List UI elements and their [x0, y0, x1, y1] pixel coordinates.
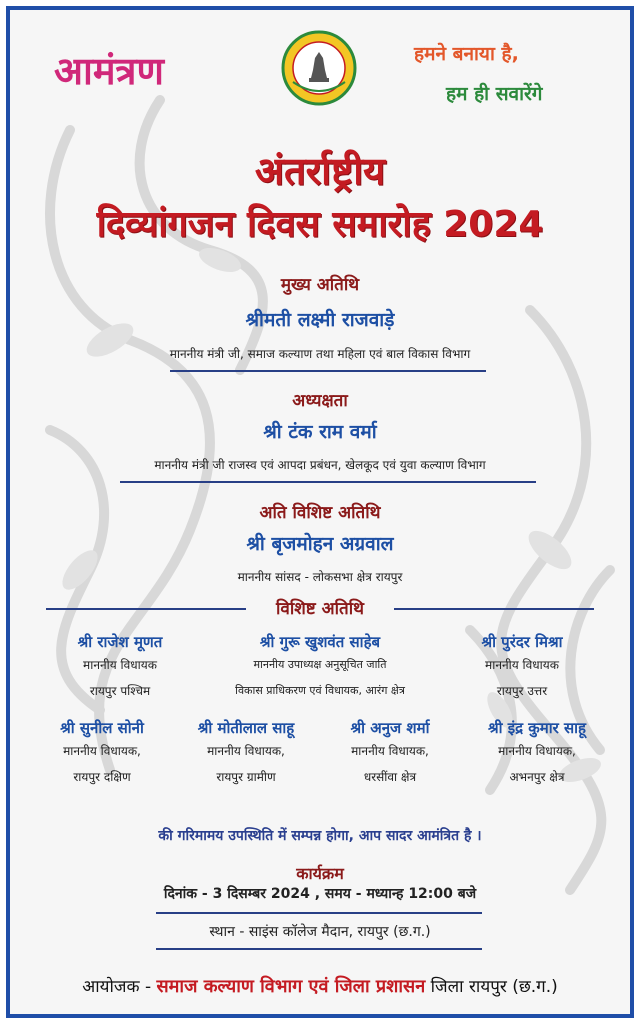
- guest-constituency: रायपुर पश्चिम: [89, 684, 151, 698]
- divider: [394, 608, 594, 610]
- guest-constituency: अभनपुर क्षेत्र: [509, 770, 565, 784]
- presiding-designation: माननीय मंत्री जी राजस्व एवं आपदा प्रबंधन, खेलकूद एवं युवा कल्याण विभाग: [154, 458, 486, 472]
- guest-name: श्री सुनील सोनी: [60, 719, 144, 737]
- presence-invitation-text: की गरिमामय उपस्थिति में सम्पन्न होगा, आप सादर आमंत्रित है ।: [158, 828, 482, 844]
- special-guest-card: [176, 718, 316, 790]
- special-guest-card: [320, 718, 460, 790]
- organizer-line: [10, 974, 630, 998]
- guest-constituency: विकास प्राधिकरण एवं विधायक, आरंग क्षेत्र: [235, 684, 405, 697]
- guest-designation: माननीय विधायक,: [207, 744, 285, 758]
- slogan-line-1: हमने बनाया है,: [414, 43, 519, 65]
- divider: [120, 481, 536, 483]
- vvip-guest-heading: अति विशिष्ट अतिथि: [259, 503, 381, 523]
- program-date-time: दिनांक - 3 दिसम्बर 2024 , समय - मध्यान्ह 12:00 बजे: [163, 886, 477, 902]
- guest-name: श्री पुरंदर मिश्रा: [481, 633, 563, 651]
- special-guest-card: [205, 632, 435, 704]
- event-title-line-2: दिव्यांगजन दिवस समारोह 2024: [96, 204, 544, 245]
- special-guest-card: [32, 718, 172, 790]
- presiding-heading: अध्यक्षता: [292, 391, 348, 411]
- guest-name: श्री राजेश मूणत: [77, 633, 163, 651]
- invitation-card: [6, 6, 634, 1018]
- vvip-guest-designation: माननीय सांसद - लोकसभा क्षेत्र रायपुर: [237, 570, 403, 584]
- guest-designation: माननीय विधायक,: [498, 744, 576, 758]
- organizer-prefix: आयोजक -: [82, 977, 152, 997]
- chief-guest-heading: मुख्य अतिथि: [280, 275, 360, 295]
- invite-label: आमंत्रण: [54, 49, 165, 93]
- government-emblem-logo: [281, 30, 357, 106]
- divider: [156, 948, 482, 950]
- guest-name: श्री अनुज शर्मा: [350, 719, 430, 737]
- guest-name: श्री इंद्र कुमार साहू: [487, 719, 586, 737]
- guest-name: श्री मोतीलाल साहू: [197, 719, 295, 737]
- chief-guest-name: श्रीमती लक्ष्मी राजवाड़े: [245, 309, 395, 331]
- guest-constituency: रायपुर ग्रामीण: [216, 770, 276, 784]
- special-guest-card: [432, 632, 612, 704]
- guest-designation: माननीय विधायक: [83, 658, 157, 672]
- divider: [170, 370, 486, 372]
- guest-constituency: रायपुर दक्षिण: [73, 770, 131, 784]
- vvip-guest-name: श्री बृजमोहन अग्रवाल: [246, 533, 394, 555]
- guest-designation: माननीय विधायक: [485, 658, 559, 672]
- guest-name: श्री गुरू खुशवंत साहेब: [259, 633, 381, 651]
- guest-designation: माननीय विधायक,: [63, 744, 141, 758]
- special-guest-card: [462, 718, 612, 790]
- special-guests-heading: विशिष्ट अतिथि: [275, 599, 364, 619]
- guest-constituency: रायपुर उत्तर: [496, 684, 548, 698]
- chief-guest-designation: माननीय मंत्री जी, समाज कल्याण तथा महिला एवं बाल विकास विभाग: [169, 347, 471, 361]
- program-venue: स्थान - साइंस कॉलेज मैदान, रायपुर (छ.ग.): [209, 924, 431, 940]
- presiding-name: श्री टंक राम वर्मा: [263, 421, 377, 443]
- guest-designation: माननीय विधायक,: [351, 744, 429, 758]
- organizer-suffix: जिला रायपुर (छ.ग.): [430, 977, 558, 997]
- event-title-line-1: अंतर्राष्ट्रीय: [254, 149, 386, 193]
- guest-designation: माननीय उपाध्यक्ष अनुसूचित जाति: [253, 658, 387, 671]
- organizer-name: समाज कल्याण विभाग एवं जिला प्रशासन: [156, 976, 426, 997]
- divider: [156, 912, 482, 914]
- guest-constituency: धरसींवा क्षेत्र: [363, 770, 417, 784]
- special-guest-card: [30, 632, 210, 704]
- slogan-line-2: हम ही सवारेंगे: [446, 83, 543, 105]
- program-heading: कार्यक्रम: [296, 864, 344, 883]
